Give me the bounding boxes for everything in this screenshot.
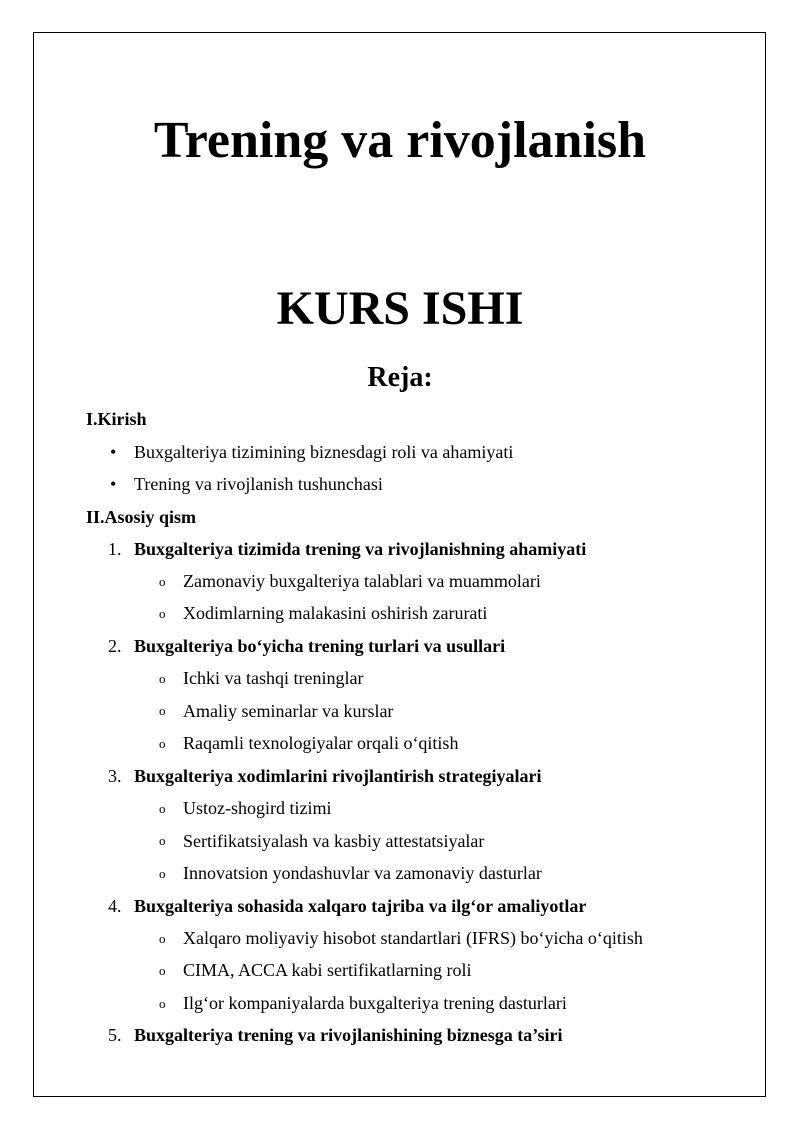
section-item: CIMA, ACCA kabi sertifikatlarning roli xyxy=(183,960,472,980)
section-item: Ustoz-shogird tizimi xyxy=(183,798,332,818)
sub-bullet-icon: o xyxy=(159,996,166,1011)
sub-bullet-icon: o xyxy=(159,671,166,686)
section-item: Raqamli texnologiyalar orqali o‘qitish xyxy=(183,733,459,753)
sub-bullet-icon: o xyxy=(159,703,166,718)
section-number: 2. xyxy=(108,636,122,656)
sub-bullet-icon: o xyxy=(159,866,166,881)
sub-bullet-icon: o xyxy=(159,801,166,816)
intro-item: Buxgalteriya tizimining biznesdagi roli va ahamiyati xyxy=(134,442,514,462)
section-number: 4. xyxy=(108,896,122,916)
document-title: Trening va rivojlanish xyxy=(153,112,647,169)
bullet-icon: • xyxy=(110,474,117,494)
intro-heading: I.Kirish xyxy=(86,409,147,429)
section-item: Ilg‘or kompaniyalarda buxgalteriya trening dasturlari xyxy=(183,993,567,1013)
section-item: Xodimlarning malakasini oshirish zarurati xyxy=(183,603,488,623)
section-title: Buxgalteriya bo‘yicha trening turlari va usullari xyxy=(134,636,506,656)
section-item: Sertifikatsiyalash va kasbiy attestatsiyalar xyxy=(183,831,485,851)
section-title: Buxgalteriya xodimlarini rivojlantirish strategiyalari xyxy=(134,766,542,786)
sub-bullet-icon: o xyxy=(159,833,166,848)
sub-bullet-icon: o xyxy=(159,963,166,978)
plan-heading: Reja: xyxy=(367,362,433,393)
intro-item: Trening va rivojlanish tushunchasi xyxy=(134,474,383,494)
main-heading: II.Asosiy qism xyxy=(86,507,197,527)
sub-bullet-icon: o xyxy=(159,606,166,621)
sub-bullet-icon: o xyxy=(159,931,166,946)
bullet-icon: • xyxy=(110,442,117,462)
section-number: 1. xyxy=(108,539,122,559)
section-number: 3. xyxy=(108,766,122,786)
section-item: Zamonaviy buxgalteriya talablari va muammolari xyxy=(183,571,541,591)
section-item: Xalqaro moliyaviy hisobot standartlari (IFRS) bo‘yicha o‘qitish xyxy=(183,928,643,948)
section-item: Ichki va tashqi treninglar xyxy=(183,668,364,688)
sub-bullet-icon: o xyxy=(159,736,166,751)
section-title: Buxgalteriya tizimida trening va rivojlanishning ahamiyati xyxy=(134,539,587,559)
section-title: Buxgalteriya trening va rivojlanishining biznesga ta’siri xyxy=(134,1025,563,1045)
sub-bullet-icon: o xyxy=(159,574,166,589)
section-item: Innovatsion yondashuvlar va zamonaviy dasturlar xyxy=(183,863,542,883)
section-item: Amaliy seminarlar va kurslar xyxy=(183,701,394,721)
section-number: 5. xyxy=(108,1025,122,1045)
section-title: Buxgalteriya sohasida xalqaro tajriba va ilg‘or amaliyotlar xyxy=(134,896,587,916)
document-subtitle: KURS ISHI xyxy=(276,282,524,335)
